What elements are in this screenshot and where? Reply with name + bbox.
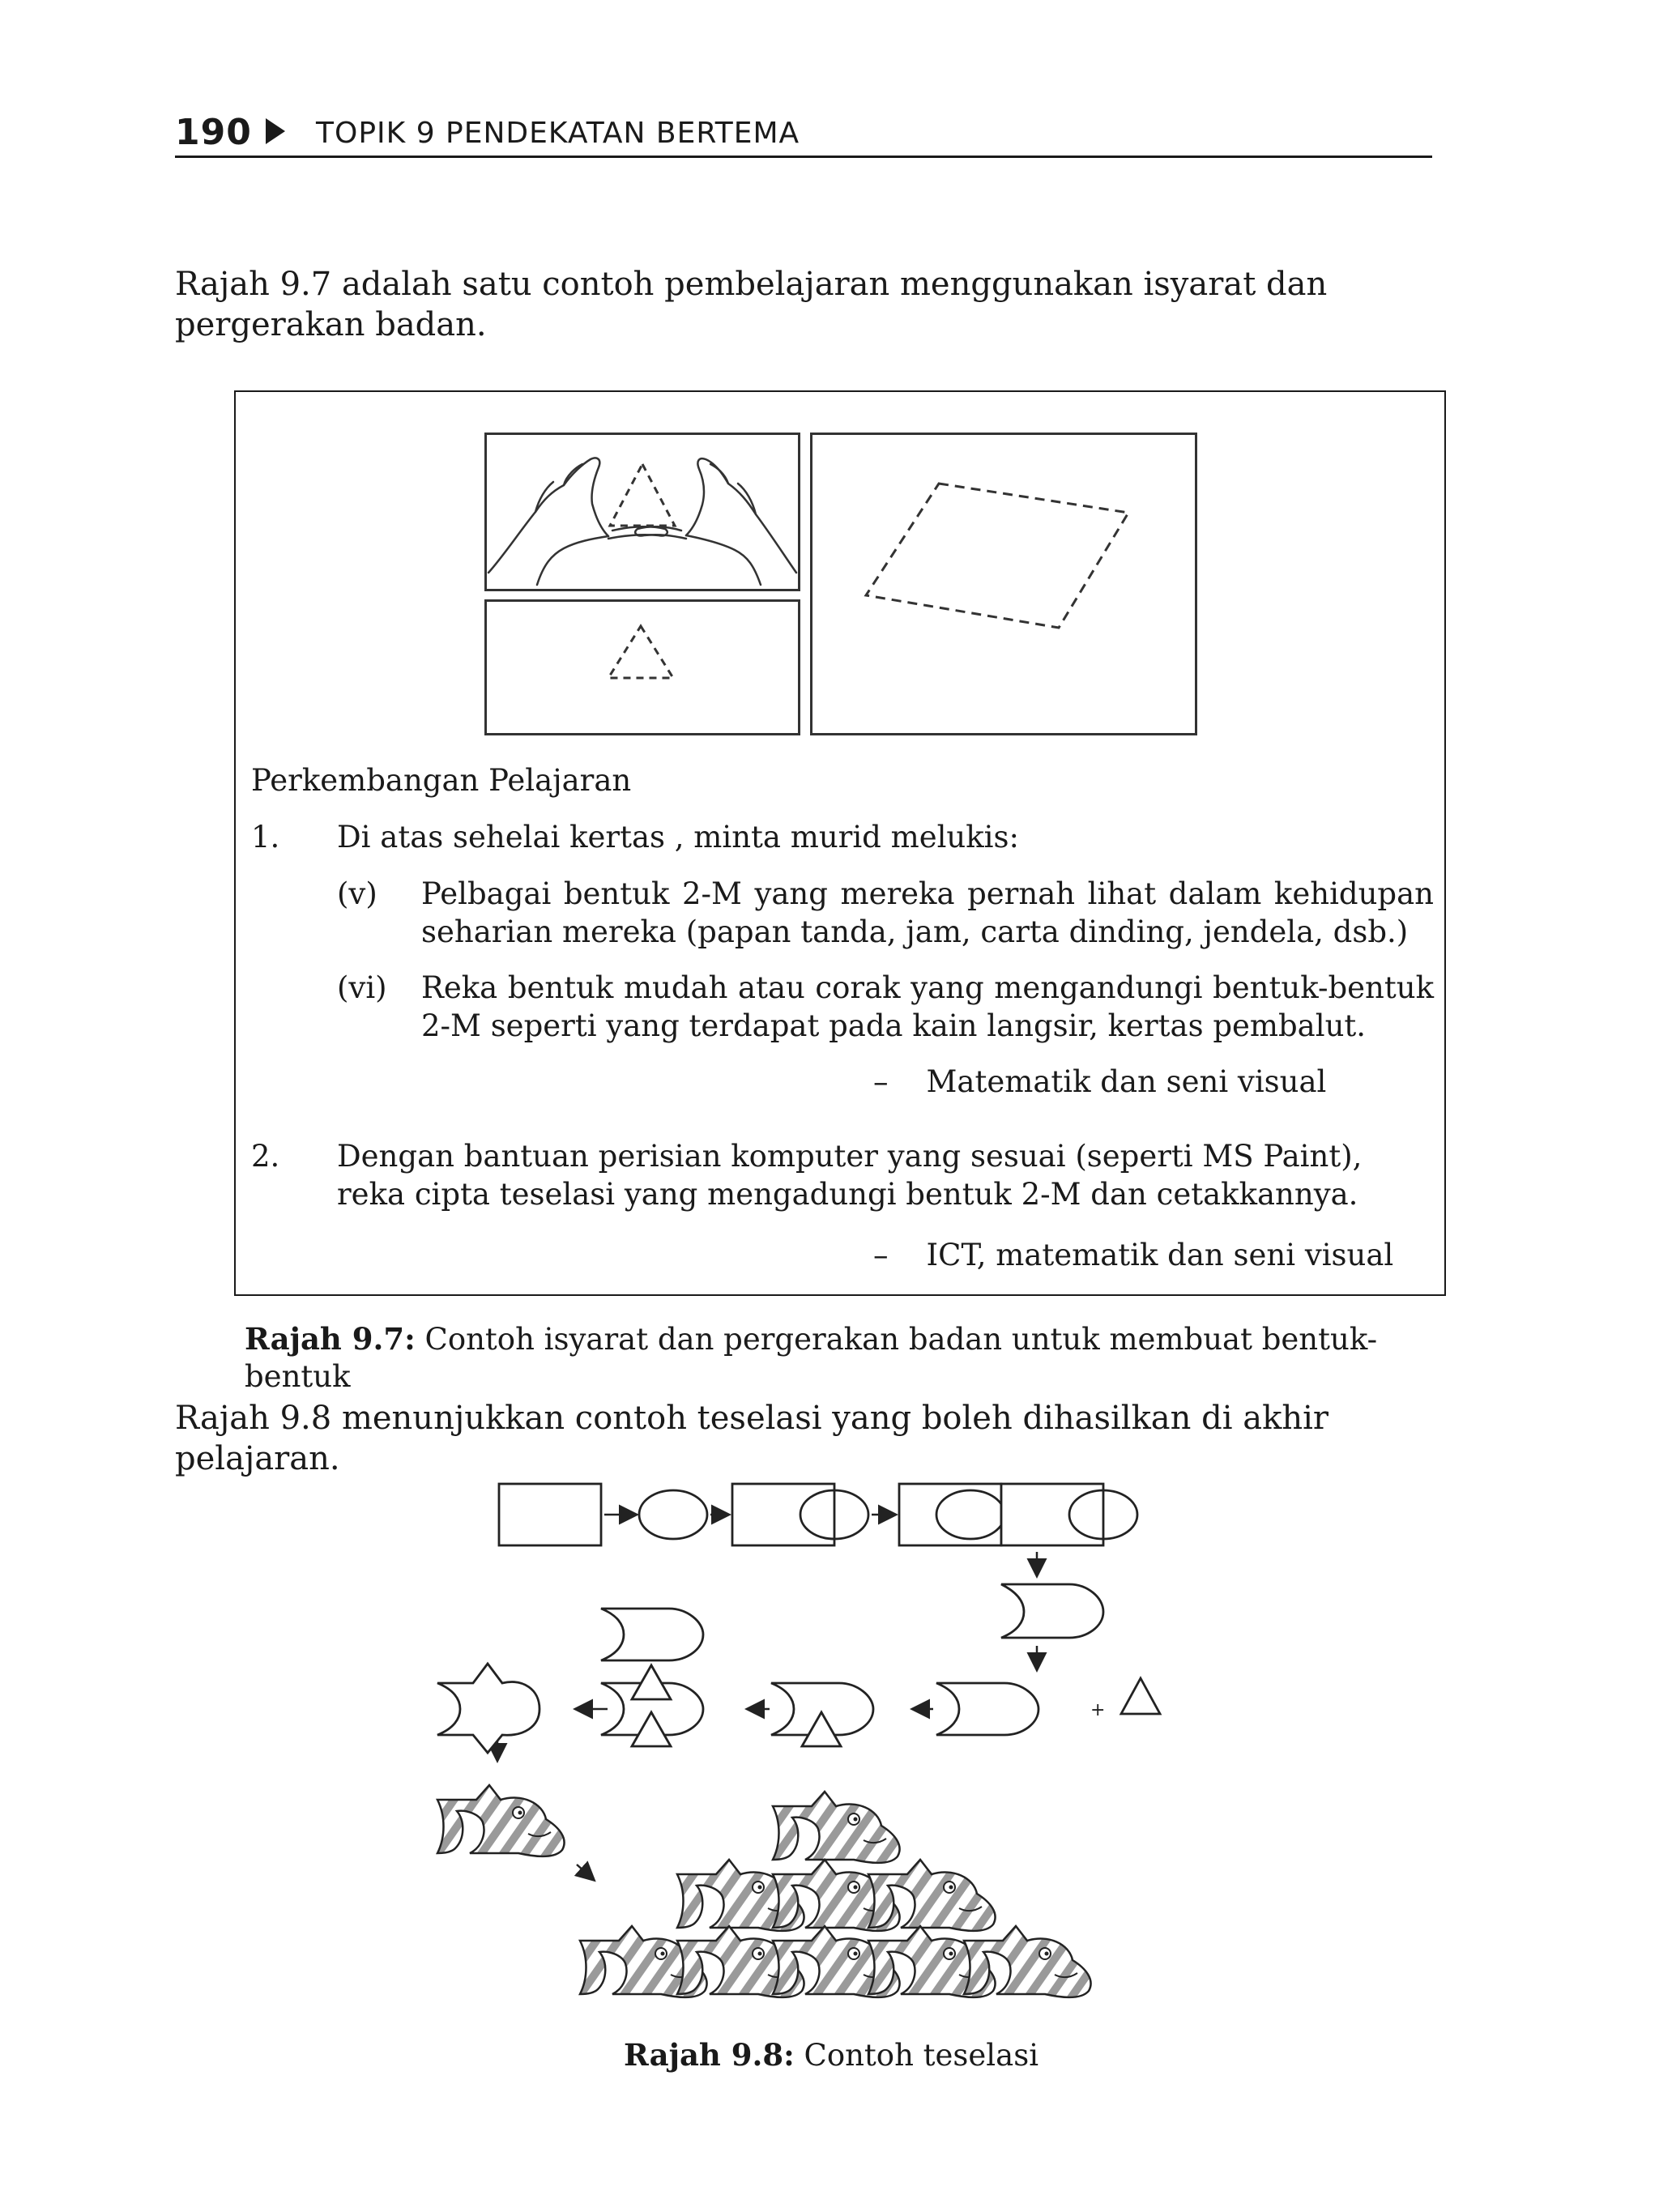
hands-gesture-icon bbox=[487, 435, 798, 589]
subitem-v-label: (v) bbox=[337, 876, 377, 911]
topic-title: TOPIK 9 PENDEKATAN BERTEMA bbox=[316, 117, 800, 150]
triangle-panel bbox=[484, 599, 800, 735]
intro-paragraph-9-8: Rajah 9.8 menunjukkan contoh teselasi yang boleh dihasilkan di akhir pelajaran. bbox=[175, 1400, 1329, 1477]
play-arrow-icon bbox=[266, 118, 285, 144]
subitem-v-text: Pelbagai bentuk 2-M yang mereka pernah lihat dalam kehidupan seharian mereka (papan tanda, jam, carta dinding, jendela, dsb.) bbox=[421, 876, 1434, 949]
item-2-subject-note: – ICT, matematik dan seni visual bbox=[873, 1238, 1394, 1272]
dashed-triangle-icon bbox=[487, 602, 798, 733]
plus-sign: + bbox=[1090, 1700, 1106, 1720]
item-1-text: Di atas sehelai kertas , minta murid melukis: bbox=[337, 820, 1019, 855]
subitem-vi-text: Reka bentuk mudah atau corak yang mengandungi bentuk-bentuk 2-M seperti yang terdapat pada kain langsir, kertas pembalut. bbox=[421, 970, 1434, 1043]
figure-9-7-text bbox=[251, 761, 1434, 1280]
figure-9-7-caption bbox=[245, 1320, 1444, 1396]
figure-9-8-tessellation bbox=[389, 1466, 1199, 2017]
caption-label: Rajah 9.8: bbox=[624, 2037, 795, 2073]
item-2-text: Dengan bantuan perisian komputer yang sesuai (seperti MS Paint), reka cipta teselasi yang mengadungi bentuk 2-M dan cetakkannya. bbox=[337, 1139, 1363, 1212]
tessellation-diagram bbox=[389, 1466, 1199, 2017]
dashed-parallelogram-icon bbox=[812, 435, 1195, 733]
caption-text: Contoh isyarat dan pergerakan badan untuk membuat bentuk-bentuk bbox=[245, 1322, 1378, 1394]
hands-triangle-panel bbox=[484, 433, 800, 591]
item-2-number: 2. bbox=[251, 1139, 280, 1174]
item-1-number: 1. bbox=[251, 820, 280, 855]
figure-9-8-caption bbox=[624, 2036, 1272, 2074]
subitem-vi-label: (vi) bbox=[337, 970, 387, 1005]
section-title: Perkembangan Pelajaran bbox=[251, 763, 632, 798]
parallelogram-panel bbox=[810, 433, 1197, 735]
caption-text: Contoh teselasi bbox=[794, 2038, 1039, 2073]
page-number: 190 bbox=[175, 112, 252, 153]
item-1-subject-note: – Matematik dan seni visual bbox=[873, 1064, 1327, 1099]
caption-label: Rajah 9.7: bbox=[245, 1321, 416, 1357]
intro-paragraph-9-7: Rajah 9.7 adalah satu contoh pembelajaran menggunakan isyarat dan pergerakan badan. bbox=[175, 266, 1328, 343]
page-header bbox=[175, 107, 1432, 158]
